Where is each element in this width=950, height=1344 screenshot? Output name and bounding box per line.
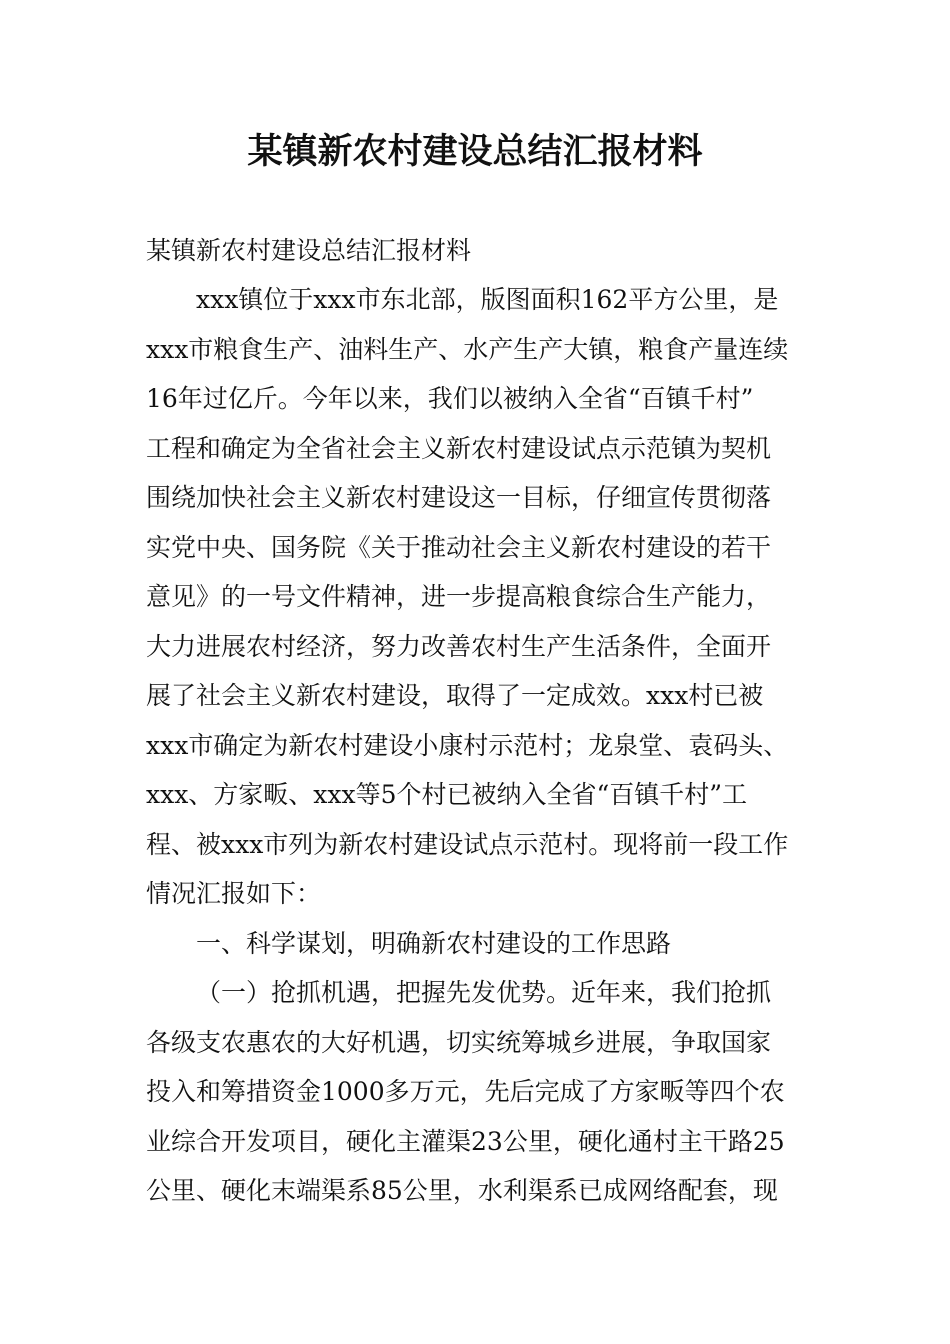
document-subtitle: 某镇新农村建设总结汇报材料 (146, 236, 472, 265)
body-text-line: 业综合开发项目，硬化主灌渠23公里，硬化通村主干路25 (146, 1126, 785, 1156)
body-text-line: 16年过亿斤。今年以来，我们以被纳入全省“百镇千村” (146, 384, 754, 413)
body-text-line: xxx镇位于xxx市东北部，版图面积162平方公里，是 (196, 285, 779, 314)
body-text-line: 程、被xxx市列为新农村建设试点示范村。现将前一段工作 (146, 829, 789, 859)
body-text-line: 大力进展农村经济，努力改善农村生产生活条件，全面开 (146, 631, 772, 661)
body-text-line: 实党中央、国务院《关于推动社会主义新农村建设的若干 (146, 532, 772, 562)
body-text-line: xxx、方家畈、xxx等5个村已被纳入全省“百镇千村”工 (146, 780, 748, 809)
body-text-line: 情况汇报如下： (146, 879, 322, 908)
body-text-line: 展了社会主义新农村建设，取得了一定成效。xxx村已被 (146, 681, 764, 710)
body-text-line: 工程和确定为全省社会主义新农村建设试点示范镇为契机 (146, 433, 772, 463)
body-text-line: 围绕加快社会主义新农村建设这一目标，仔细宣传贯彻落 (146, 483, 772, 512)
body-text-line: 意见》的一号文件精神，进一步提高粮食综合生产能力， (146, 582, 772, 611)
body-text-line: 一、科学谋划，明确新农村建设的工作思路 (196, 928, 672, 958)
body-text-line: xxx市确定为新农村建设小康村示范村；龙泉堂、袁码头、 (146, 730, 789, 760)
body-text-line: （一）抢抓机遇，把握先发优势。近年来，我们抢抓 (196, 978, 772, 1007)
body-text-line: 各级支农惠农的大好机遇，切实统筹城乡进展，争取国家 (146, 1027, 772, 1057)
body-text-line: xxx市粮食生产、油料生产、水产生产大镇，粮食产量连续 (146, 334, 789, 364)
body-text-line: 公里、硬化末端渠系85公里，水利渠系已成网络配套，现 (146, 1176, 778, 1205)
document-body (146, 275, 826, 1216)
document-title: 某镇新农村建设总结汇报材料 (247, 132, 703, 172)
body-text-line: 投入和筹措资金1000多万元，先后完成了方家畈等四个农 (146, 1077, 785, 1106)
